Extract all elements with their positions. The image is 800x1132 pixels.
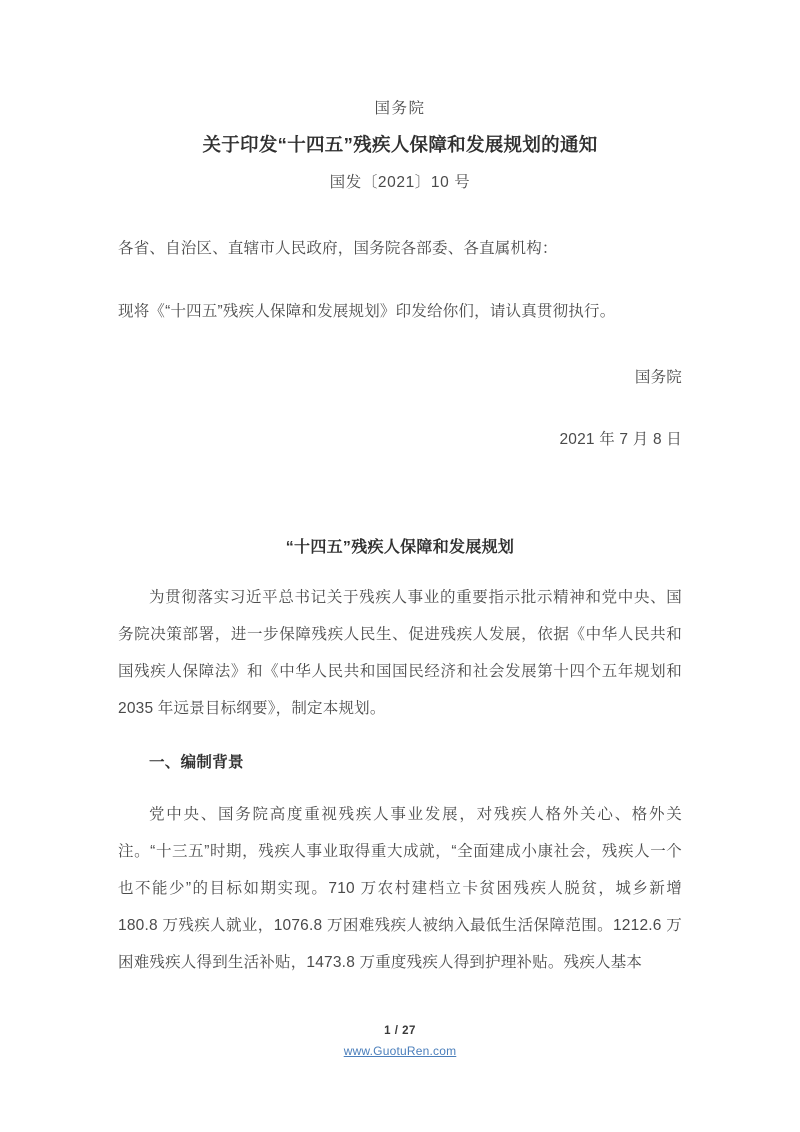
notice-body xyxy=(118,241,682,448)
page-footer xyxy=(0,1026,800,1060)
document-title: 关于印发“十四五”残疾人保障和发展规划的通知 xyxy=(202,133,598,155)
issuing-organization: 国务院 xyxy=(374,100,426,117)
notice-date: 2021 年 7 月 8 日 xyxy=(559,431,682,448)
plan-preamble: 为贯彻落实习近平总书记关于残疾人事业的重要指示批示精神和党中央、国务院决策部署，进一步保障残疾人民生、促进残疾人发展，依据《中华人民共和国残疾人保障法》和《中华人民共和国国民经济和社会发展第十四个五年规划和 2035 年远景目标纲要》，制定本规划。 xyxy=(118,588,682,717)
notice-salutation: 各省、自治区、直辖市人民政府，国务院各部委、各直属机构： xyxy=(118,239,558,257)
page-content xyxy=(118,0,682,981)
notice-text: 现将《“十四五”残疾人保障和发展规划》印发给你们，请认真贯彻执行。 xyxy=(118,303,616,320)
plan-section xyxy=(118,540,682,982)
page-number: 1 / 27 xyxy=(384,1025,416,1037)
document-number: 国发〔2021〕10 号 xyxy=(329,174,471,191)
notice-signer: 国务院 xyxy=(634,368,682,386)
section-paragraph-background: 党中央、国务院高度重视残疾人事业发展，对残疾人格外关心、格外关注。“十三五”时期，残疾人事业取得重大成就，“全面建成小康社会，残疾人一个也不能少”的目标如期实现。710 万农村建档立卡贫困残疾人脱贫，城乡新增 180.8 万残疾人就业，1076.8 万困难残疾人被纳入最低生活保障范围。1212.6 万困难残疾人得到生活补贴，1473.8 万重度残疾人得到护理补贴。残疾人基本 xyxy=(118,806,682,971)
plan-title: “十四五”残疾人保障和发展规划 xyxy=(285,538,515,556)
footer-source-link[interactable]: www.GuotuRen.com xyxy=(343,1043,457,1058)
document-masthead xyxy=(118,0,682,191)
section-heading-background: 一、编制背景 xyxy=(149,753,244,771)
